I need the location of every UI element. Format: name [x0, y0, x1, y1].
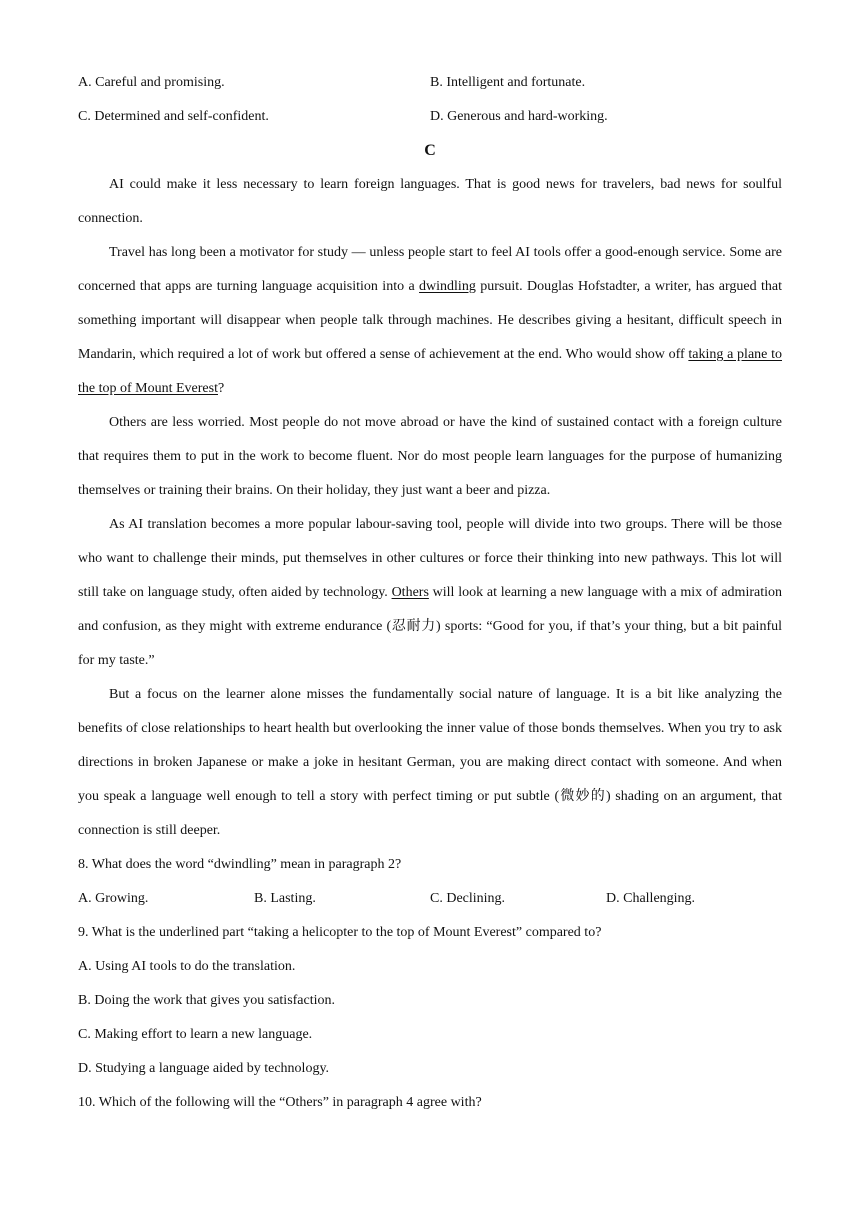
question-9-stem: 9. What is the underlined part “taking a helicopter to the top of Mount Everest” compared to? — [78, 925, 602, 940]
paragraph-4 — [78, 508, 782, 678]
question-8-options — [78, 882, 782, 916]
q9-option-a: A. Using AI tools to do the translation. — [78, 959, 296, 974]
underlined-phrase-everest: taking a plane to the top of Mount Everest — [78, 347, 782, 396]
paragraph-3-text: Others are less worried. Most people do not move abroad or have the kind of sustained contact with a foreign culture that requires them to put in the work to become fluent. Nor do most people learn languages for the purpose of humanizing themselves or training their brains. On their holiday, they just want a beer and pizza. — [78, 415, 782, 498]
option-d: D. Generous and hard-working. — [430, 109, 608, 124]
q9-option-d: D. Studying a language aided by technology. — [78, 1061, 330, 1076]
paragraph-1-text: AI could make it less necessary to learn foreign languages. That is good news for travelers, bad news for soulful connection. — [78, 177, 782, 226]
q8-option-c: C. Declining. — [430, 891, 506, 906]
document-page — [78, 66, 782, 1120]
question-8-stem: 8. What does the word “dwindling” mean in paragraph 2? — [78, 857, 402, 872]
q8-option-d: D. Challenging. — [606, 891, 696, 906]
q8-option-b: B. Lasting. — [254, 891, 316, 906]
paragraph-2-text-1: Travel has long been a motivator for study — unless people start to feel AI tools offer a good-enough service. Some are concerned that apps are turning language acquisition into a — [78, 245, 782, 294]
option-c: C. Determined and self-confident. — [78, 109, 269, 124]
paragraph-4-text-2: will look at learning a new language with a mix of admiration and confusion, as they might with extreme endurance (忍耐力) sports: “Good for you, if that’s your thing, but a bit painful for my taste.” — [78, 585, 782, 668]
prev-options-row-2 — [78, 100, 782, 134]
prev-options-row-1 — [78, 66, 782, 100]
q9-option-b: B. Doing the work that gives you satisfaction. — [78, 993, 336, 1008]
q9-option-c: C. Making effort to learn a new language. — [78, 1027, 313, 1042]
option-a: A. Careful and promising. — [78, 75, 225, 90]
question-10-stem: 10. Which of the following will the “Others” in paragraph 4 agree with? — [78, 1095, 482, 1110]
q8-option-a: A. Growing. — [78, 891, 149, 906]
section-heading: C — [424, 142, 436, 159]
paragraph-2 — [78, 236, 782, 406]
paragraph-5-text: But a focus on the learner alone misses the fundamentally social nature of language. It is a bit like analyzing the benefits of close relationships to heart health but overlooking the inner value of those bonds themselves. When you try to ask directions in broken Japanese or make a joke in hesitant German, you are making direct contact with someone. And when you speak a language well enough to tell a story with perfect timing or put subtle (微妙的) shading on an argument, that connection is still deeper. — [78, 687, 782, 838]
paragraph-3 — [78, 406, 782, 508]
paragraph-1 — [78, 168, 782, 236]
underlined-word-others: Others — [391, 585, 429, 600]
underlined-word-dwindling: dwindling — [419, 279, 476, 294]
option-b: B. Intelligent and fortunate. — [430, 75, 586, 90]
paragraph-4-text-1: As AI translation becomes a more popular labour-saving tool, people will divide into two groups. There will be those who want to challenge their minds, put themselves in other cultures or force their thinking into new pathways. This lot will still take on language study, often aided by technology. — [78, 517, 782, 600]
paragraph-5 — [78, 678, 782, 848]
paragraph-2-text-3: ? — [217, 381, 225, 396]
paragraph-2-text-2: pursuit. Douglas Hofstadter, a writer, has argued that something important will disappear when people talk through machines. He describes giving a hesitant, difficult speech in Mandarin, which required a lot of work but offered a sense of achievement at the end. Who would show off — [78, 279, 782, 362]
